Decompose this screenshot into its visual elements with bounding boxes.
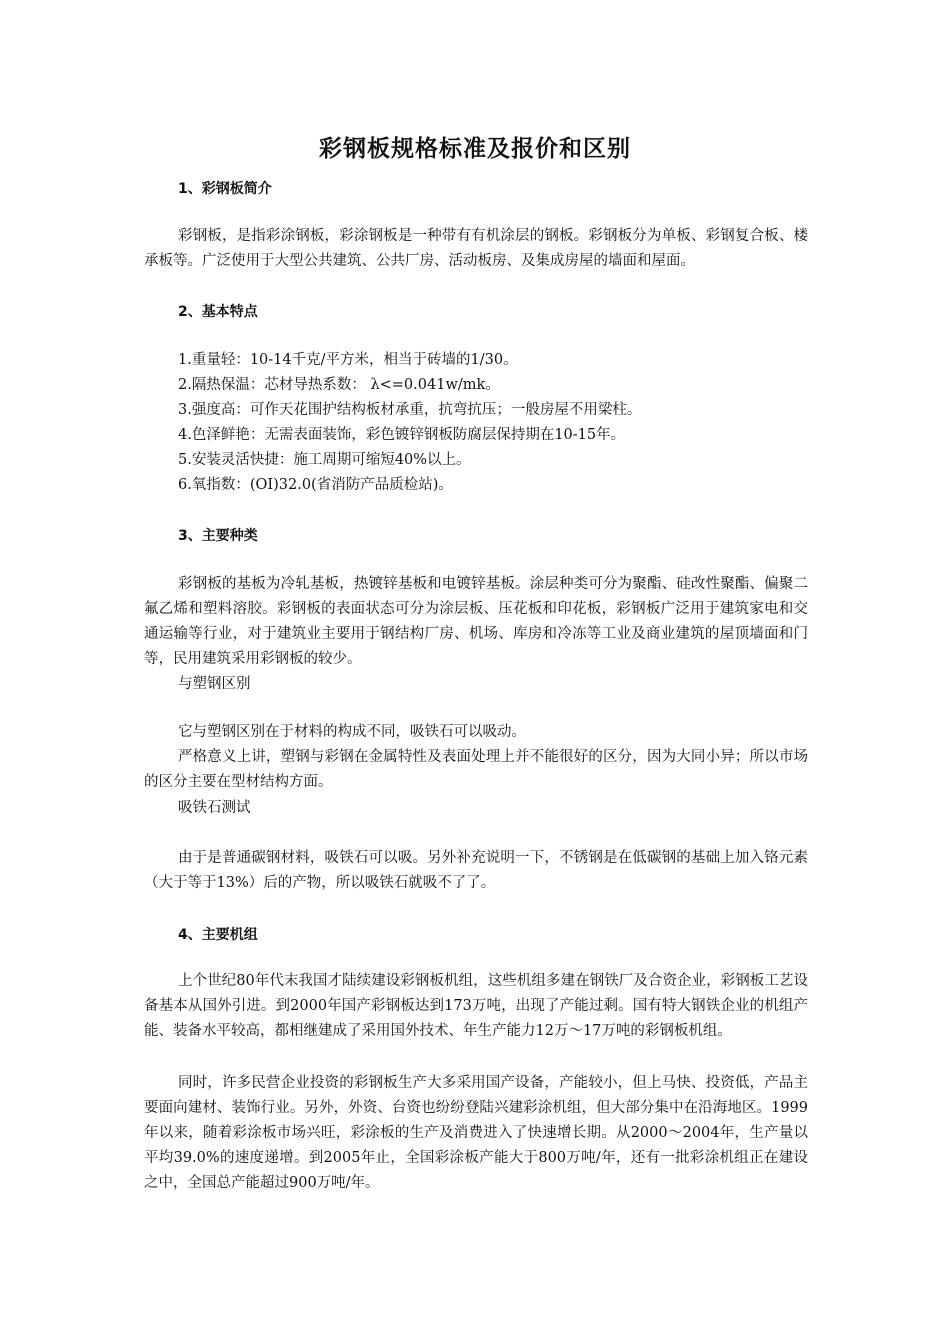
paragraph-units-history: 上个世纪80年代末我国才陆续建设彩钢板机组，这些机组多建在钢铁厂及合资企业，彩钢板工艺设备基本从国外引进。到2000年国产彩钢板达到173万吨，出现了产能过剩。国有特大钢铁企业的机组产能、装备水平较高，都相继建成了采用国外技术、年生产能力12万～17万吨的彩钢板机组。: [144, 973, 808, 1039]
section-heading-units: 4、主要机组: [178, 927, 258, 943]
section-heading-intro: 1、彩钢板简介: [178, 181, 272, 197]
page-title: 彩钢板规格标准及报价和区别: [319, 136, 631, 162]
paragraph-types: 彩钢板的基板为冷轧基板，热镀锌基板和电镀锌基板。涂层种类可分为聚酯、硅改性聚酯、偏聚二氟乙烯和塑料溶胶。彩钢板的表面状态可分为涂层板、压花板和印花板，彩钢板广泛用于建筑家电和交通运输等行业，对于建筑业主要用于钢结构厂房、机场、库房和冷冻等工业及商业建筑的屋顶墙面和门等，民用建筑采用彩钢板的较少。: [144, 576, 808, 667]
list-item: 5.安装灵活快捷：施工周期可缩短40%以上。: [178, 452, 471, 468]
list-item: 6.氧指数：(OI)32.0(省消防产品质检站)。: [178, 477, 453, 493]
paragraph-intro: 彩钢板，是指彩涂钢板，彩涂钢板是一种带有有机涂层的钢板。彩钢板分为单板、彩钢复合板、楼承板等。广泛使用于大型公共建筑、公共厂房、活动板房、及集成房屋的墙面和屋面。: [144, 228, 808, 269]
subheading-vs-plastic-steel: 与塑钢区别: [178, 676, 251, 692]
list-item: 4.色泽鲜艳：无需表面装饰，彩色镀锌钢板防腐层保持期在10-15年。: [178, 427, 626, 443]
list-item: 2.隔热保温：芯材导热系数： λ<=0.041w/mk。: [178, 377, 500, 393]
paragraph-magnet: 由于是普通碳钢材料，吸铁石可以吸。另外补充说明一下，不锈钢是在低碳钢的基础上加入铬元素（大于等于13%）后的产物，所以吸铁石就吸不了了。: [144, 850, 808, 891]
subheading-magnet-test: 吸铁石测试: [178, 800, 251, 816]
section-heading-types: 3、主要种类: [178, 528, 258, 544]
paragraph-strict-sense: 严格意义上讲，塑钢与彩钢在金属特性及表面处理上并不能很好的区分，因为大同小异；所以市场的区分主要在型材结构方面。: [144, 749, 808, 790]
paragraph-difference: 它与塑钢区别在于材料的构成不同，吸铁石可以吸动。: [178, 724, 526, 740]
list-item: 1.重量轻：10-14千克/平方米，相当于砖墙的1/30。: [178, 352, 518, 368]
paragraph-units-private: 同时，许多民营企业投资的彩钢板生产大多采用国产设备，产能较小，但上马快、投资低，产品主要面向建材、装饰行业。另外，外资、台资也纷纷登陆兴建彩涂机组，但大部分集中在沿海地区。1999年以来，随着彩涂板市场兴旺，彩涂板的生产及消费进入了快速增长期。从2000～2004年，生产量以平均39.0%的速度递增。到2005年止，全国彩涂板产能大于800万吨/年，还有一批彩涂机组正在建设之中，全国总产能超过900万吨/年。: [144, 1075, 808, 1191]
list-item: 3.强度高：可作天花围护结构板材承重，抗弯抗压；一般房屋不用梁柱。: [178, 402, 642, 418]
section-heading-features: 2、基本特点: [178, 304, 258, 320]
